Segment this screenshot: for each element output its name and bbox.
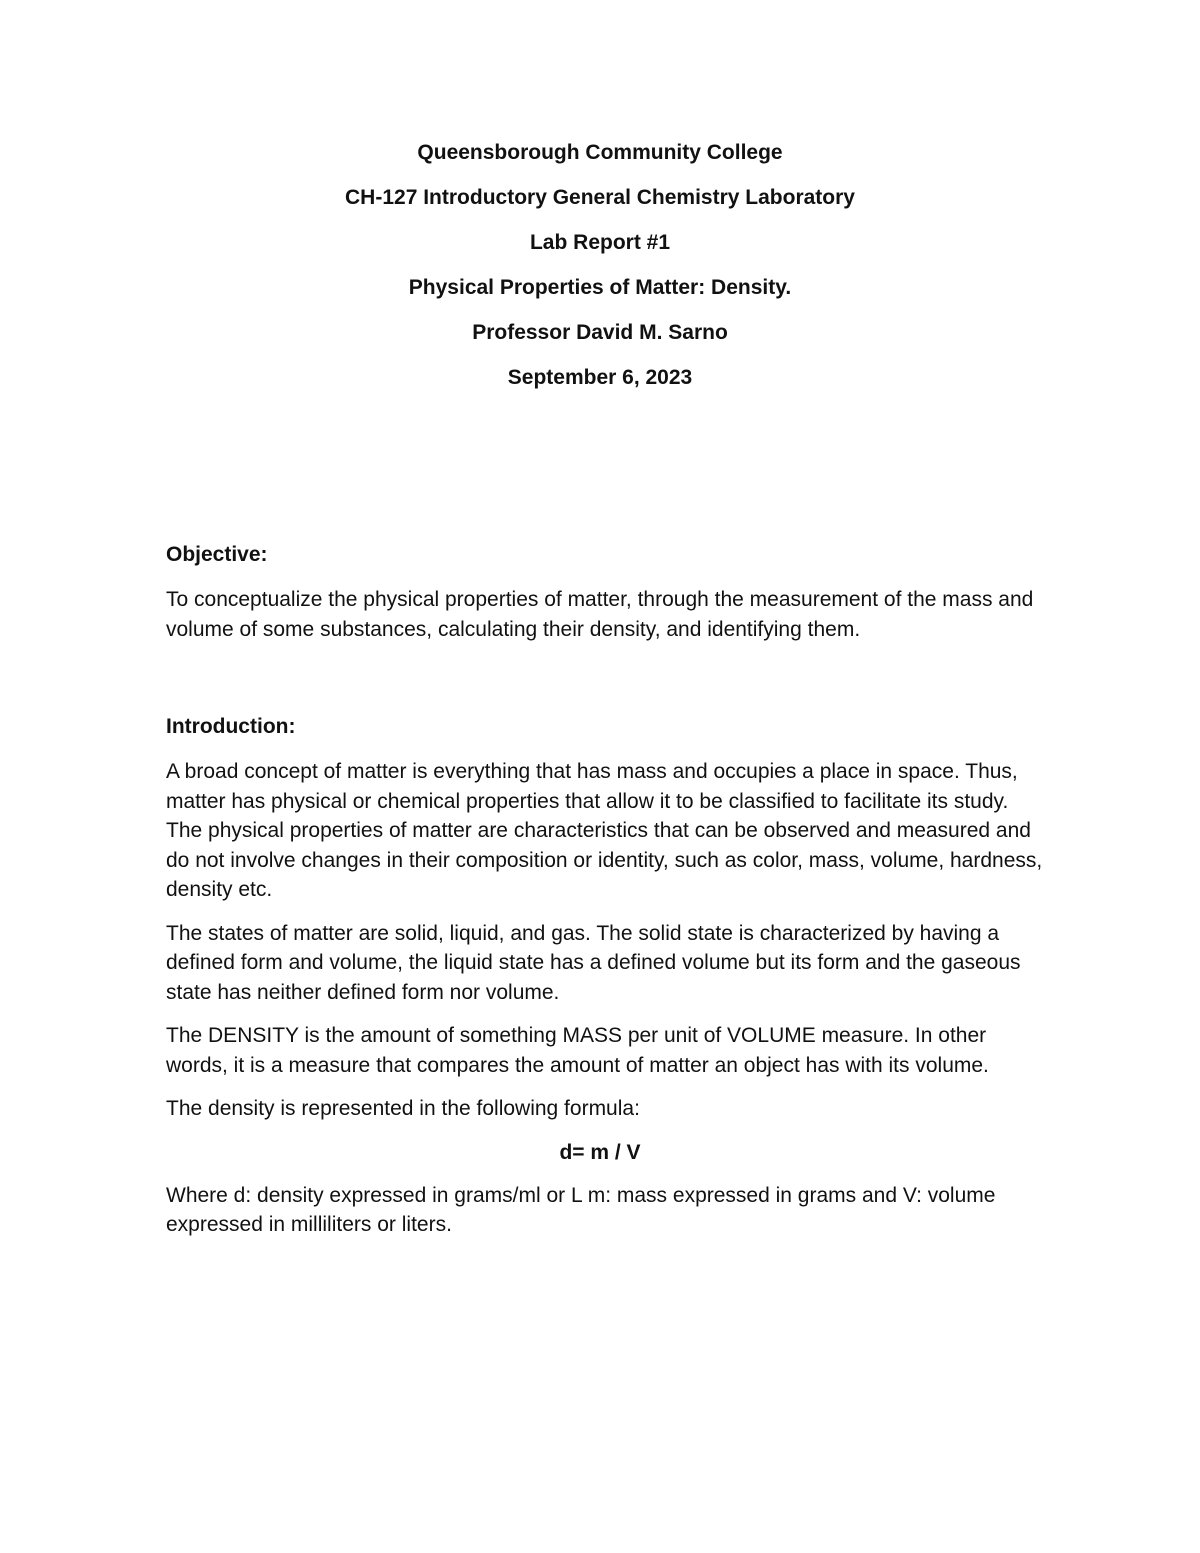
introduction-paragraph-1: A broad concept of matter is everything that has mass and occupies a place in space. Thus, matter has physical or chemical properties that allow it to be classified to facilitate its study. The physical properties of matter are characteristics that can be observed and measured and do not involve changes in their composition or identity, such as color, mass, volume, hardness, density etc. bbox=[166, 760, 1043, 901]
introduction-heading: Introduction: bbox=[166, 715, 296, 738]
objective-text: To conceptualize the physical properties of matter, through the measurement of the mass and volume of some substances, calculating their density, and identifying them. bbox=[166, 588, 1034, 641]
title-block bbox=[0, 139, 1200, 409]
report-date: September 6, 2023 bbox=[507, 366, 693, 389]
introduction-paragraph-4: The density is represented in the following formula: bbox=[166, 1097, 640, 1120]
report-topic: Physical Properties of Matter: Density. bbox=[408, 276, 792, 299]
report-body bbox=[166, 540, 1046, 1254]
section-spacer bbox=[166, 658, 1046, 712]
density-formula: d= m / V bbox=[559, 1140, 641, 1164]
objective-heading: Objective: bbox=[166, 543, 268, 566]
report-number: Lab Report #1 bbox=[529, 231, 671, 254]
introduction-paragraph-3: The DENSITY is the amount of something MASS per unit of VOLUME measure. In other words, it is a measure that compares the amount of matter an object has with its volume. bbox=[166, 1024, 989, 1077]
professor-name: Professor David M. Sarno bbox=[472, 321, 728, 344]
course-title: CH-127 Introductory General Chemistry Laboratory bbox=[345, 186, 855, 209]
introduction-paragraph-5: Where d: density expressed in grams/ml or L m: mass expressed in grams and V: volume expressed in milliliters or liters. bbox=[166, 1183, 996, 1236]
college-name: Queensborough Community College bbox=[417, 141, 783, 164]
introduction-paragraph-2: The states of matter are solid, liquid, and gas. The solid state is characterized by having a defined form and volume, the liquid state has a defined volume but its form and the gaseous state has neither defined form nor volume. bbox=[166, 921, 1021, 1004]
